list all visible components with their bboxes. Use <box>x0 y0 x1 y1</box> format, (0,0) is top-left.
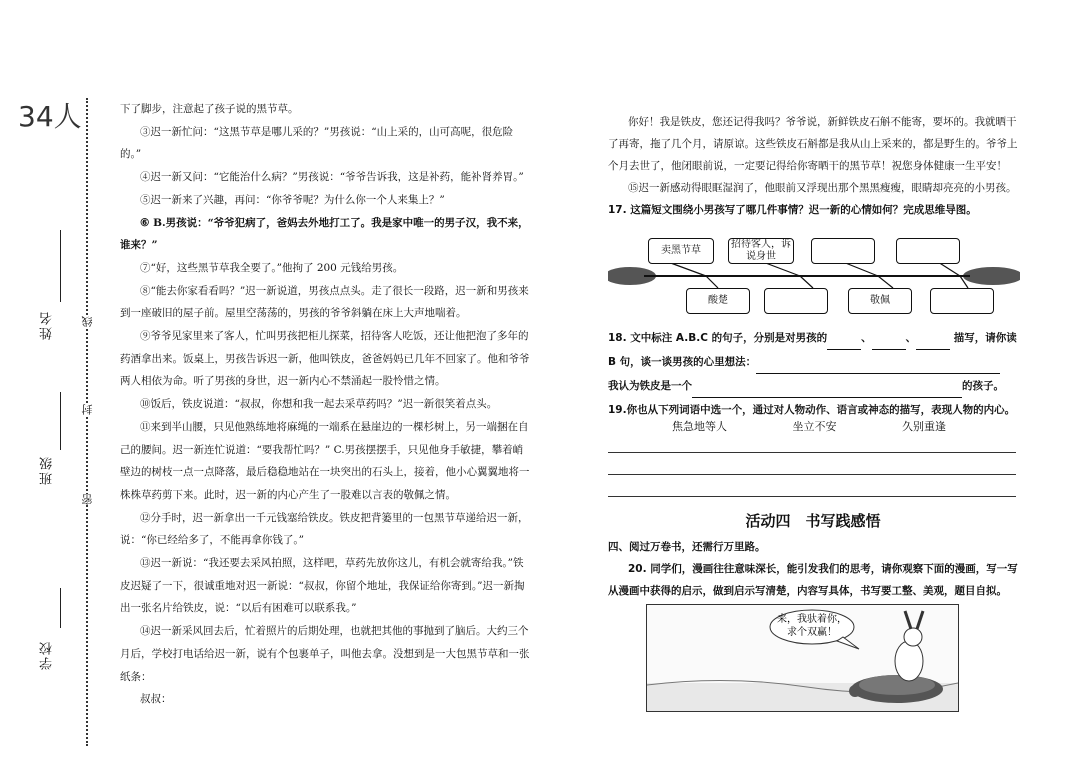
q18-part-a: 18. 文中标注 A.B.C 的句子，分别是对男孩的 <box>608 332 828 344</box>
letter-text: 你好！我是铁皮，您还记得我吗？爷爷说，新鲜铁皮石斛不能寄，要坏的。我就晒干了再寄，拖了几个月，请原谅。这些铁皮石斛都是我从山上采来的，都是野生的。爷爷上个月去世了，他闭眼前说，一定要记得给你寄晒干的黑节草！祝您身体健康一生平安！ <box>608 116 1018 172</box>
answer-blank-opinion[interactable] <box>692 383 962 398</box>
q18-part-b: 描写，请你读 B 句，谈一谈男孩的心里想法： <box>608 332 1017 368</box>
class-label: 班级 <box>40 455 55 485</box>
cartoon-image <box>646 604 959 712</box>
section-4-heading: 四、阅过万卷书，还需行万里路。 <box>608 541 766 553</box>
story-paragraph: ⑭迟一新采风回去后，忙着照片的后期处理，也就把其他的事抛到了脑后。大约三个月后，学校打电话给迟一新，说有个包裹单子，叫他去拿。没想到是一大包黑节草和一张纸条： <box>120 625 530 683</box>
name-rule <box>60 230 61 302</box>
word-option-2: 坐立不安 <box>792 420 837 433</box>
page-mark: 34人 <box>18 100 82 133</box>
word-options <box>672 418 1008 434</box>
bind-char-feng: 封 <box>81 404 94 415</box>
answer-blank-c[interactable] <box>916 335 950 350</box>
activity-title: 活动四 书写践感悟 <box>745 512 881 530</box>
question-18-opinion <box>608 374 1018 398</box>
section-4-block <box>608 536 1018 602</box>
map-box-bottom-4 <box>930 288 994 314</box>
map-box-top-1: 卖黑节草 <box>648 238 714 264</box>
story-paragraph: ④迟一新又问：“它能治什么病？”男孩说：“爷爷告诉我，这是补药，能补肾养胃。” <box>140 171 524 184</box>
story-paragraph: ⑩饭后，铁皮说道：“叔叔，你想和我一起去采草药吗？”迟一新很笑着点头。 <box>140 398 498 411</box>
word-option-1: 焦急地等人 <box>672 420 727 433</box>
story-paragraph: 叔叔： <box>140 693 172 706</box>
story-paragraph: ⑦“好，这些黑节草我全要了。”他拘了 200 元钱给男孩。 <box>140 261 404 274</box>
answer-line-2[interactable] <box>608 474 1016 475</box>
word-option-3: 久别重逢 <box>902 420 946 433</box>
story-paragraph: ⑬迟一新说：“我还要去采风拍照，这样吧，草药先放你这儿，有机会就寄给我。”铁皮迟疑了一下，很诚重地对迟一新说：“叔叔，你留个地址，我保证给你寄到。”迟一新掏出一张名片给铁皮，说：“以后有困难可以联系我。” <box>120 557 525 615</box>
story-text <box>120 98 532 711</box>
right-column <box>608 111 1018 221</box>
question-20: 20. 同学们，漫画往往意味深长，能引发我们的思考，请你观察下面的漫画，写一写从漫画中获得的启示，做到启示写清楚，内容写具体，书写要工整、美观，题目自拟。 <box>608 563 1018 597</box>
story-paragraph: 下了脚步，注意起了孩子说的黑节草。 <box>120 103 299 115</box>
map-box-top-3 <box>811 238 875 264</box>
paragraph-15: ⑮迟一新感动得眼眶湿润了，他眼前又浮现出那个黑黑瘦瘦，眼睛却亮亮的小男孩。 <box>628 182 1017 194</box>
answer-blank-a[interactable] <box>827 335 861 350</box>
name-label: 姓名 <box>40 310 55 340</box>
class-rule <box>60 392 61 450</box>
question-18: 18. 文中标注 A.B.C 的句子，分别是对男孩的 、 、 描写，请你读 B 句，谈一谈男孩的心里想法： <box>608 326 1018 374</box>
binding-line <box>86 98 88 746</box>
q18-part-c: 我认为铁皮是一个 <box>608 380 692 392</box>
bind-char-xian: 线 <box>81 316 94 327</box>
answer-blank-thought[interactable] <box>756 359 1000 374</box>
question-17: 17. 这篇短文围绕小男孩写了哪几件事情？迟一新的心情如何？完成思维导图。 <box>608 204 977 216</box>
cartoon-speech-2: 求个双赢！ <box>787 627 837 638</box>
map-box-top-4 <box>896 238 960 264</box>
story-paragraph: ⑧“能去你家看看吗？”迟一新说道，男孩点点头。走了很长一段路，迟一新和男孩来到一座破旧的屋子前。屋里空荡荡的，男孩的爷爷斜躺在床上大声地喘着。 <box>120 284 529 320</box>
story-paragraph: ③迟一新忙问：“这黑节草是哪儿采的？”男孩说：“山上采的，山可高呢，很危险的。” <box>120 125 514 161</box>
story-paragraph: ⑥ B.男孩说：“爷爷犯病了，爸妈去外地打工了。我是家中唯一的男子汉，我不来，谁来？” <box>120 216 529 252</box>
mind-map <box>608 232 1020 320</box>
q18-part-d: 的孩子。 <box>962 380 1004 392</box>
answer-line-1[interactable] <box>608 452 1016 453</box>
school-label: 学校 <box>40 640 55 670</box>
map-box-bottom-2 <box>764 288 828 314</box>
story-paragraph: ⑪来到半山腰，只见他熟练地将麻绳的一端系在悬崖边的一棵杉树上，另一端捆在自己的腰间。迟一新连忙说道：“要我帮忙吗？” C.男孩摆摆手，只见他身手敏捷，攀着峭壁边的树枝一点一点降落，最后稳稳地站在一块突出的石头上，接着，他小心翼翼地将一株株草药剪下来。此时，迟一新的内心产生了一股难以言表的敬佩之情。 <box>120 420 530 501</box>
map-box-bottom-3: 敬佩 <box>848 288 912 314</box>
story-paragraph: ⑤迟一新来了兴趣，再问：“你爷爷呢？为什么你一个人来集上？” <box>140 193 445 206</box>
question-18-block <box>608 326 1018 422</box>
bind-char-mi: 密 <box>81 494 94 505</box>
story-paragraph: ⑫分手时，迟一新拿出一千元钱塞给铁皮。铁皮把背篓里的一包黑节草递给迟一新，说：“你已经给多了，不能再拿你钱了。” <box>120 511 529 547</box>
answer-line-3[interactable] <box>608 496 1016 497</box>
school-rule <box>60 588 61 628</box>
cartoon-drawing <box>647 605 958 711</box>
answer-blank-b[interactable] <box>872 335 906 350</box>
map-box-bottom-1: 酸楚 <box>686 288 750 314</box>
question-19: 19.你也从下列词语中选一个，通过对人物动作、语言或神态的描写，表现人物的内心。 <box>608 404 1016 416</box>
story-paragraph: ⑨爷爷见家里来了客人，忙叫男孩把柜儿探菜，招待客人吃饭，还让他把泡了多年的药酒拿出来。饭桌上，男孩告诉迟一新，他叫铁皮，爸爸妈妈已几年不回家了。他和爷爷两人相依为命。听了男孩的身世，迟一新内心不禁涌起一股怜惜之情。 <box>120 330 530 388</box>
cartoon-speech-1: 来，我驮着你， <box>777 614 847 625</box>
map-box-top-2: 招待客人，诉说身世 <box>728 238 794 264</box>
